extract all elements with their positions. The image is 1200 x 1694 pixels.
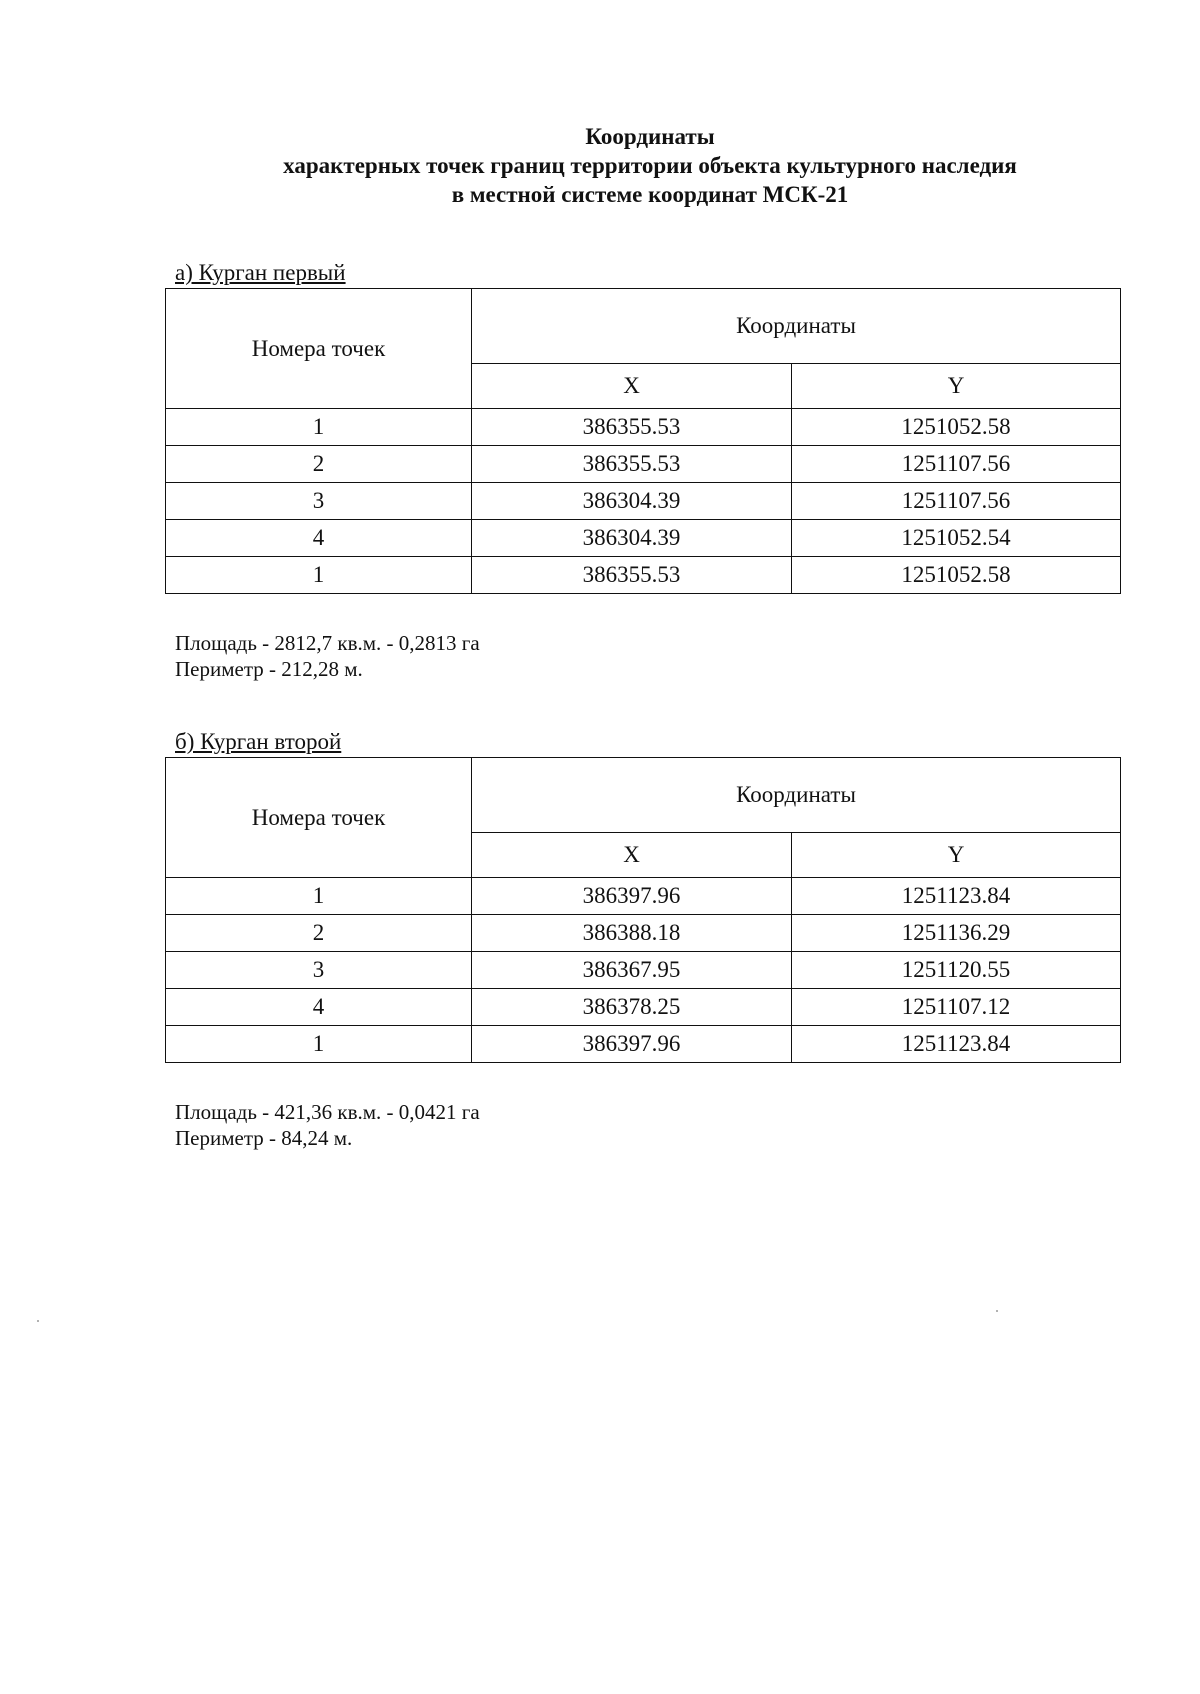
area-text: Площадь - 2812,7 кв.м. - 0,2813 га — [175, 631, 480, 655]
header-point-numbers: Номера точек — [166, 289, 472, 409]
table-row — [166, 483, 1121, 520]
table-row — [166, 952, 1121, 989]
y-cell: 1251052.54 — [792, 520, 1121, 557]
coordinates-table — [165, 757, 1121, 1063]
coordinates-table — [165, 288, 1121, 594]
x-cell: 386355.53 — [472, 446, 792, 483]
perimeter-text: Периметр - 212,28 м. — [175, 657, 363, 681]
table-row — [166, 557, 1121, 594]
x-cell: 386304.39 — [472, 520, 792, 557]
y-cell: 1251136.29 — [792, 915, 1121, 952]
table-row — [166, 1026, 1121, 1063]
table-row — [166, 409, 1121, 446]
y-cell: 1251120.55 — [792, 952, 1121, 989]
y-cell: 1251107.56 — [792, 483, 1121, 520]
title-line-3: в местной системе координат МСК-21 — [451, 182, 849, 207]
header-coordinates: Координаты — [472, 289, 1121, 364]
section-caption: б) Курган второй — [175, 729, 342, 754]
table-row — [166, 878, 1121, 915]
y-cell: 1251123.84 — [792, 878, 1121, 915]
title-line-1: Координаты — [585, 124, 715, 149]
header-x: X — [472, 833, 792, 878]
point-number-cell: 1 — [166, 1026, 472, 1063]
section-stats — [175, 1099, 480, 1151]
point-number-cell: 1 — [166, 878, 472, 915]
header-point-numbers: Номера точек — [166, 758, 472, 878]
header-y: Y — [792, 833, 1121, 878]
y-cell: 1251052.58 — [792, 409, 1121, 446]
x-cell: 386355.53 — [472, 409, 792, 446]
point-number-cell: 1 — [166, 557, 472, 594]
section-caption: а) Курган первый — [175, 260, 346, 285]
scan-speck — [996, 1310, 998, 1312]
document-title — [0, 122, 1200, 209]
table-row — [166, 520, 1121, 557]
perimeter-text: Периметр - 84,24 м. — [175, 1126, 353, 1150]
point-number-cell: 1 — [166, 409, 472, 446]
point-number-cell: 3 — [166, 952, 472, 989]
x-cell: 386378.25 — [472, 989, 792, 1026]
title-line-2: характерных точек границ территории объекта культурного наследия — [283, 153, 1017, 178]
x-cell: 386355.53 — [472, 557, 792, 594]
point-number-cell: 2 — [166, 915, 472, 952]
y-cell: 1251107.12 — [792, 989, 1121, 1026]
point-number-cell: 2 — [166, 446, 472, 483]
table-row — [166, 989, 1121, 1026]
point-number-cell: 4 — [166, 989, 472, 1026]
header-y: Y — [792, 364, 1121, 409]
y-cell: 1251052.58 — [792, 557, 1121, 594]
header-coordinates: Координаты — [472, 758, 1121, 833]
point-number-cell: 4 — [166, 520, 472, 557]
x-cell: 386304.39 — [472, 483, 792, 520]
scan-speck — [37, 1320, 39, 1322]
section-stats — [175, 630, 480, 682]
table-row — [166, 446, 1121, 483]
area-text: Площадь - 421,36 кв.м. - 0,0421 га — [175, 1100, 480, 1124]
point-number-cell: 3 — [166, 483, 472, 520]
x-cell: 386388.18 — [472, 915, 792, 952]
y-cell: 1251123.84 — [792, 1026, 1121, 1063]
table-row — [166, 915, 1121, 952]
x-cell: 386367.95 — [472, 952, 792, 989]
x-cell: 386397.96 — [472, 1026, 792, 1063]
header-x: X — [472, 364, 792, 409]
y-cell: 1251107.56 — [792, 446, 1121, 483]
x-cell: 386397.96 — [472, 878, 792, 915]
